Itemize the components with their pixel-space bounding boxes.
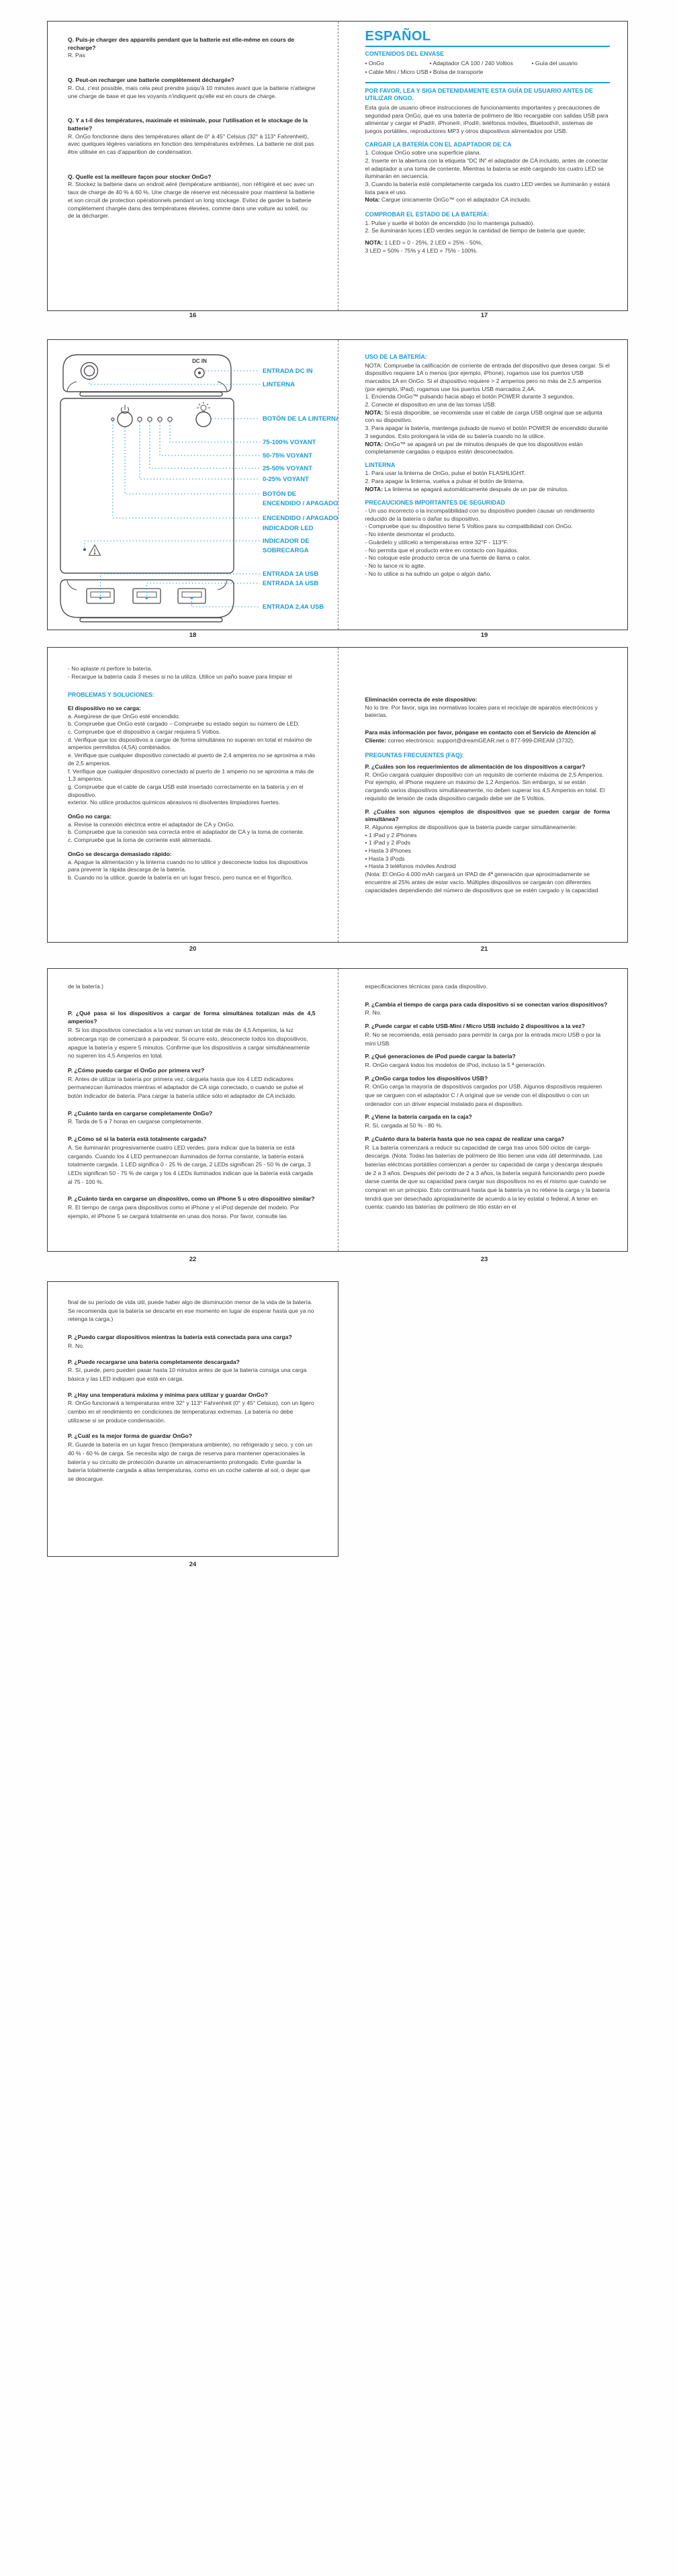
list-item: c. Compruebe que la toma de corriente esté alimentada. (68, 836, 212, 844)
page-20 (48, 648, 338, 942)
diagram-label-overload: SOBRECARGA (263, 547, 309, 554)
qa-block (68, 1009, 316, 1060)
diagram-label-led-25: 25-50% VOYANT (263, 465, 313, 472)
contact-info (365, 729, 611, 744)
section-heading: PRECAUCIONES IMPORTANTES DE SEGURIDAD (365, 499, 505, 506)
section-heading: PROBLEMAS Y SOLUCIONES: (68, 691, 154, 699)
qa-block (68, 1358, 317, 1383)
page-number: 21 (480, 945, 488, 953)
list-item: b. Compruebe que OnGo esté cargado – Compruebe su estado según su número de LED. (68, 720, 300, 728)
paragraph: final de su período de vida útil, puede haber algo de disminución menor de la vida de la batería. Se recomienda que la batería se descarte en ese momento en lugar de esperar hasta que ya no retenga la carga.) (68, 1299, 314, 1323)
question: Q. Puis-je charger des appareils pendant que la batterie est elle-même en cours de recharge? (68, 36, 295, 51)
diagram-label-led-0: 0-25% VOYANT (263, 476, 309, 483)
note-text: 3 LED = 50% - 75% y 4 LED = 75% - 100%. (365, 247, 478, 254)
step: 2. Se iluminarán luces LED verdes según la cantidad de tiempo de batería que quede; (365, 227, 586, 234)
diagram-label-power-button: ENCENDIDO / APAGADO (263, 500, 338, 507)
page-number: 17 (480, 312, 488, 319)
list-item: • Hasta 3 iPhones (365, 847, 411, 855)
paragraph: de la batería.) (68, 983, 104, 990)
blue-rule (365, 82, 611, 83)
list-item: e. Verifique que cualquier dispositivo conectado al puerto de 2,4 amperios no se aproxima a más de 2,5 amperios. (68, 752, 316, 767)
note-text: 1 LED = 0 - 25%, 2 LED = 25% - 50%, (384, 239, 483, 247)
list-item: c. Compruebe que el dispositivo a cargar requiera 5 Voltios. (68, 728, 221, 736)
list-item: • Hasta 3 iPods (365, 855, 405, 862)
answer: R. Oui, c'est possible, mais cela peut prendre jusqu'à 10 minutes avant que la batterie n'atteigne une charge de base et que les voyants n'indiquent qu'elle est en cours de charge. (68, 84, 316, 99)
diagram-label-power-led: INDICADOR LED (263, 525, 314, 532)
contact-text: correo electrónico: support@dreamGEAR.net o 877-999-DREAM (3732). (388, 736, 575, 744)
overload-led (83, 548, 86, 551)
step: 2. Conecte el dispositivo en una de las tomas USB. (365, 401, 496, 409)
question: P. ¿Cuáles son los requerimientos de alimentación de los dispositivos a cargar? (365, 763, 586, 771)
list-item: - No permita que el producto entre en contacto con líquidos. (365, 546, 518, 554)
section (365, 696, 611, 720)
question: P. ¿Hay una temperatura máxima y mínima para utilizar y guardar OnGo? (68, 1391, 268, 1398)
device-diagram (60, 352, 341, 625)
note-label: NOTA: (365, 485, 383, 492)
page-19 (338, 340, 628, 630)
question: P. ¿Cómo sé si la batería está totalmente cargada? (68, 1135, 207, 1143)
diagram-label-overload: INDICADOR DE (263, 538, 310, 545)
question: P. ¿Puede recargarse una batería completamente descargada? (68, 1358, 240, 1365)
step: 3. Cuando la batería esté completamente cargada los cuatro LED verdes se iluminarán y estará lista para el uso. (365, 181, 610, 196)
section-heading: CONTENIDOS DEL ENVASE (365, 50, 445, 57)
diagram-label-led-75: 75-100% VOYANT (263, 439, 316, 446)
qa-block (365, 1000, 611, 1017)
battery-level-leds (138, 417, 172, 421)
list-item: b. Cuando no la utilice, guarde la batería en un lugar fresco, pero nunca en el frigorífico. (68, 873, 293, 881)
answer: R. Stockez la batterie dans un endroit aéré (température ambiante), non réfrigéré et sec avec un taux de charge de 40 % à 60 %. Une charge de réserve est nécessaire pour maintenir la batterie et son circuit de protection opérationnels pendant un long stockage. Evitez de garder la batterie complètement chargée dans des températures élevées, comme dans une voiture au soleil, ou de la décharger. (68, 181, 315, 220)
answer: R. OnGo carga la mayoría de dispositivos cargados por USB. Algunos dispositivos requieren que se carguen con el adaptador C / A original que se vende con el dispositivo o con un ordenador con un driver especial instalado para el dispositivo. (365, 1083, 602, 1107)
paragraph: Esta guía de usuario ofrece instrucciones de funcionamiento importantes y precauciones de seguridad para OnGo, que es una batería de polímero de litio recargable con salidas USB para alimentar y cargar el iPad®, iPhone®, iPod®, teléfonos móviles, Bluetooth®, sistemas de juegos portátiles, reproductores MP3 y otros dispositivos alimentados por USB. (365, 103, 608, 135)
qa-block (68, 1066, 316, 1101)
page-number: 16 (189, 312, 197, 319)
answer: R. OnGo cargará cualquier dispositivo con un requisito de corriente máxima de 2,5 Amperios. Por ejemplo, el iPhone requiere un máximo de 1,2 Amperios. Sin embargo, si se están cargando varios dispositivos simultáneamente, no deben superar los 4,5 Amperios en total. El requisito de tensión de cada dispositivo cargado debe ser de 5 Voltios. (365, 771, 605, 802)
note (365, 409, 611, 425)
qa-block (365, 1113, 611, 1129)
list-item: f. Verifique que cualquier dispositivo conectado al puerto de 1 amperio no se aproxima a más de 1,3 amperios. (68, 767, 314, 783)
qa-block (365, 1074, 611, 1109)
list-item: g. Compruebe que el cable de carga USB esté insertado correctamente en la batería y en el dispositivo. (68, 783, 304, 798)
spread-22-23 (47, 968, 628, 1252)
list-item: - No aplaste ni perfore la batería. (68, 665, 152, 672)
note-text: Cargue únicamente OnGo™ con el adaptador CA incluido. (381, 196, 531, 204)
step: 1. Para usar la linterna de OnGo, pulse el botón FLASHLIGHT. (365, 470, 526, 477)
warning-triangle-icon (89, 545, 101, 556)
step: 1. Coloque OnGo sobre una superficie plana. (365, 149, 481, 157)
dc-in-port-label: DC IN (192, 358, 207, 364)
qa-block (68, 173, 316, 220)
note (365, 486, 611, 494)
qa-block (365, 1135, 611, 1211)
answer: R. Sí, cargada al 50 % - 80 %. (365, 1122, 443, 1129)
note-label: Nota: (365, 196, 380, 204)
note (365, 441, 611, 456)
diagram-label-usb2: ENTRADA 1A USB (263, 580, 319, 587)
spread-16-17 (47, 21, 628, 311)
contact-label: Para más información por favor, póngase en contacto con el Servicio de Atención al Cliente: (365, 729, 596, 744)
contents-row (365, 69, 611, 77)
page-number: 20 (189, 945, 197, 953)
note-text: Si está disponible, se recomienda usar el cable de carga USB original que se adjunta con su dispositivo. (365, 409, 602, 424)
list-item: a. Revise la conexión eléctrica entre el adaptador de CA y OnGo. (68, 820, 235, 828)
diagram-label-usb24: ENTRADA 2,4A USB (263, 603, 324, 611)
qa-block (68, 1135, 316, 1186)
page-16 (48, 22, 338, 310)
diagram-label-power-led: ENCENDIDO / APAGADO (263, 515, 338, 522)
note (365, 239, 611, 247)
section-heading: PREGUNTAS FRECUENTES (FAQ): (365, 751, 464, 759)
page-21 (338, 648, 628, 942)
answer: R. OnGo fonctionne dans des températures allant de 0° à 45° Celsius (32° à 113° Fahrenheit), avec quelques légères variations en fonction des températures extrêmes. La batterie ne doit pas être utilisée en cas d'apparition de condensation. (68, 132, 314, 156)
question: P. ¿Cómo puedo cargar el OnGo por primera vez? (68, 1066, 205, 1074)
note-label: NOTA: (365, 440, 383, 447)
list-item: d. Verifique que los dispositivos a cargar de forma simultánea no superan en total el máximo de amperios permitidos (4,5A) combinados. (68, 736, 312, 751)
step: 1. Encienda OnGo™ pulsando hacia abajo el botón POWER durante 3 segundos. (365, 393, 574, 400)
contents-item: • Cable Mini / Micro USB (365, 69, 428, 76)
page-number: 18 (189, 632, 197, 639)
paragraph: No lo tire. Por favor, siga las normativas locales para el reciclaje de aparatos electrónicos y baterías. (365, 703, 598, 719)
section-heading: COMPROBAR EL ESTADO DE LA BATERÍA: (365, 211, 490, 218)
list-item: • 1 iPad y 2 iPods (365, 839, 410, 847)
question: P. ¿Puedo cargar dispositivos mientras la batería está conectada para una carga? (68, 1334, 292, 1341)
answer: R. Guarde la batería en un lugar fresco (temperatura ambiente), no refrigerado y seco, y con un 40 % - 60 % de carga. Se necesita algo de carga de reserva para mantener operacionales la batería y su circuito de protección durante un almacenamiento prolongado. Evite guardar la batería totalmente cargada a altas temperaturas, como en un coche caliente al sol, o dejar que se descargue. (68, 1441, 312, 1482)
page-title: ESPAÑOL (365, 29, 431, 44)
question: P. ¿Viene la batería cargada en la caja? (365, 1113, 472, 1121)
question: P. ¿Cambia el tiempo de carga para cada dispositivo si se conectan varios dispositivos? (365, 1000, 608, 1008)
qa-block (68, 1333, 317, 1350)
contents-item: • Guía del usuario (531, 59, 578, 67)
page-22 (48, 969, 338, 1251)
section-heading: LINTERNA (365, 461, 396, 468)
step: 3. Para apagar la batería, mantenga pulsado de nuevo el botón POWER de encendido durante 3 segundos. Esto prolongará la vida de su batería cuando no la utilice. (365, 425, 608, 439)
list-item: b. Compruebe que la conexión sea correcta entre el adaptador de CA y la toma de corriente. (68, 828, 305, 836)
question: P. ¿Cuánto tarda en cargarse un dispositivo, como un iPhone 5 u otro dispositivo similar? (68, 1195, 315, 1203)
qa-block (68, 1109, 316, 1126)
question: Q. Y a t-il des températures, maximale et minimale, pour l'utilisation et le stockage de la batterie? (68, 117, 308, 132)
question: P. ¿Qué pasa si los dispositivos a cargar de forma simultánea totalizan más de 4,5 amperios? (68, 1009, 316, 1025)
qa-block (68, 77, 316, 100)
list-item: - No lo lance ni lo agite. (365, 562, 426, 569)
sub-heading: OnGo no carga: (68, 813, 111, 820)
list-item: - Compruebe que su dispositivo tiene 5 Voltios para su compatibilidad con OnGo. (365, 523, 573, 530)
page-18 (48, 340, 341, 630)
sub-heading: El dispositivo no se carga: (68, 704, 141, 712)
question: P. ¿Cuál es la mejor forma de guardar OnGo? (68, 1432, 193, 1440)
list-item: a. Apague la alimentación y la linterna cuando no lo utilice y desconecte todos los dispositivos para prevenir la rápida descarga de la batería. (68, 858, 308, 873)
power-button (118, 412, 132, 427)
answer: R. Si los dispositivos conectados a la vez suman un total de más de 4,5 Amperios, la luz sobrecarga rojo de comenzará a parpadear. Si ocurre esto, desconecte todos los dispositivos, apague la batería y espere 5 minutos. Confirme que los dispositivos a cargar simultáneamente no superen los 4,5 Amperios en total. (68, 1027, 310, 1060)
section-heading: CARGAR LA BATERÍA CON EL ADAPTADOR DE CA (365, 140, 512, 148)
contents-item: • Adaptador CA 100 / 240 Voltios (429, 59, 513, 67)
note: (Nota: El OnGo 4.000 mAh cargará un IPAD de 4ª generación que aproximadamente se encuentre al 25% antes de estar vacío. Múltiples dispositivos se cargarán con diferentes capacidades dependiendo del número de dispositivos que se estén cargado y la capacidad (365, 871, 598, 894)
answer: R. OnGo funcionará a temperaturas entre 32° y 113° Fahrenheit (0° y 45° Celsius), con un ligero cambio en el rendimiento en condiciones de temperaturas extremas. La batería no debe utilizarse si se produce condensación. (68, 1400, 314, 1424)
flashlight-lens-icon (81, 363, 98, 380)
answer: R. Tarda de 5 a 7 horas en cargarse completamente. (68, 1118, 203, 1125)
list-item: - No intente desmontar el producto. (365, 531, 456, 538)
page-number: 22 (189, 1256, 197, 1263)
note-label: NOTA: (365, 239, 383, 247)
usb-ports (87, 589, 206, 603)
step: 1. Pulse y suelte el botón de encendido (no lo mantenga pulsado). (365, 219, 535, 226)
answer: R. No. (365, 1009, 381, 1017)
list-item: a. Asegúrese de que OnGo esté encendido. (68, 712, 181, 720)
qa-block (68, 36, 316, 60)
answer: R. Algunos ejemplos de dispositivos que la batería puede cargar simultáneamente: (365, 823, 577, 830)
question: P. ¿Cuánto dura la batería hasta que no sea capaz de realizar una carga? (365, 1135, 565, 1142)
leader-dots (99, 597, 193, 599)
note-text: OnGo™ se apagará un par de minutos después de que los dispositivos están completamente cargadas o equipos están desconectados. (365, 440, 583, 456)
paragraph: especificaciones técnicas para cada dispositivo. (365, 983, 488, 990)
qa-block (68, 1391, 317, 1425)
page-17 (338, 22, 628, 310)
contents-item: • OnGo (365, 59, 384, 67)
list-item: • 1 iPad y 2 iPhones (365, 831, 417, 839)
note (365, 196, 611, 204)
page-24 (48, 1282, 338, 1556)
step: 2. Inserte en la abertura con la etiqueta “DC IN” el adaptador de CA incluido, antes de conectar el adaptador a una toma de corriente. Mientras la batería se esté cargando los cuatro LED se iluminarán en secuencia. (365, 157, 608, 180)
spread-20-21 (47, 647, 628, 943)
list-item: - No lo utilice si ha sufrido un golpe o algún daño. (365, 570, 492, 577)
blue-rule (365, 46, 611, 47)
page-number: 24 (189, 1561, 197, 1568)
note-text: La linterna se apagará automáticamente después de un par de minutos. (384, 485, 569, 492)
answer: R. Antes de utilizar la batería por primera vez, cárguela hasta que los 4 LED indicadores permanezcan iluminados mientras el adaptador de CA siga conectado, o cuando se pulse el botón indicador de batería. Para cargar la batería utilice sólo el adaptador de CA incluido. (68, 1075, 304, 1100)
step: 2. Para apagar la linterna, vuelva a pulsar el botón de linterna. (365, 478, 525, 485)
flashlight-button (196, 412, 211, 427)
answer: R. OnGo cargará todos los modelos de iPod, incluso la 5 ª generación. (365, 1061, 546, 1068)
list-item: exterior. No utilice productos químicos abrasivos ni disolventes limpiadores fuertes. (68, 799, 281, 806)
contents-item: • Bolsa de transporte (429, 69, 484, 76)
page-23 (338, 969, 628, 1251)
answer: R. Sí, puede, pero pueden pasar hasta 10 minutos antes de que la batería consiga una carga básica y las LED indiquen que está en carga. (68, 1367, 307, 1382)
qa-block (68, 117, 316, 157)
answer: R. No. (68, 1342, 85, 1349)
question: P. ¿OnGo carga todos los dispositivos USB? (365, 1074, 488, 1082)
answer: A. Se iluminarán progresivamente cuatro LED verdes, para indicar que la batería se está cargando. Cuando los 4 LED permanezcan iluminados de forma constante, la batería estará totalmente cargada. 1 LED significa 0 - 25 % de carga, 2 LEDs significan 25 - 50 % de carga, 3 LEDs significan 50 - 75 % de carga y los 4 LEDs iluminados indican que la batería está cargada al 75 - 100 %. (68, 1144, 313, 1185)
paragraph: NOTA: Compruebe la calificación de corriente de entrada del dispositivo que desea cargar. Si el dispositivo requiere 1A o menos (por ejemplo, iPhone), rogamos use los puertos USB marcados 1A en OnGo. Si el dispositivo requiere > 2 amperios pero no más de 2,5 amperios (por ejemplo, iPad), rogamos use los puertos USB marcados 2,4A. (365, 361, 610, 392)
note-label: NOTA: (365, 409, 383, 416)
device-body (60, 398, 234, 573)
page-24-box (47, 1281, 338, 1557)
qa-block (68, 1432, 317, 1483)
section-heading: POR FAVOR, LEA Y SIGA DETENIDAMENTE ESTA GUÍA DE USUARIO ANTES DE UTILIZAR ONGO. (365, 87, 593, 102)
answer: R. El tiempo de carga para dispositivos como el iPhone y el iPod depende del modelo. Por ejemplo, el iPhone 5 se cargará totalmente en unas dos horas. Por favor, consulte las (68, 1204, 300, 1219)
qa-block (365, 1052, 611, 1069)
contents-row (365, 60, 611, 68)
answer: R. Pas (68, 52, 85, 59)
question: P. ¿Puede cargar el cable USB-Mini / Micro USB incluido 2 dispositivos a la vez? (365, 1023, 585, 1030)
sub-heading: OnGo se descarga demasiado rápido: (68, 850, 172, 857)
question: P. ¿Qué generaciones de iPod puede cargar la batería? (365, 1053, 516, 1060)
power-indicator-led (111, 418, 114, 421)
flashlight-bulb-icon (197, 402, 210, 412)
diagram-label-led-50: 50-75% VOYANT (263, 452, 313, 460)
page-number: 19 (480, 632, 488, 639)
qa-block (365, 1022, 611, 1047)
qa-block (68, 1195, 316, 1220)
page-number: 23 (480, 1256, 488, 1263)
section-heading: USO DE LA BATERÍA: (365, 353, 427, 360)
list-item: - Guárdelo y utilícelo a temperaturas entre 32°F - 113°F. (365, 538, 508, 546)
spread-18-19 (47, 339, 628, 630)
sub-heading: Eliminación correcta de este dispositivo: (365, 696, 478, 703)
list-item: - Un uso incorrecto o la incompatibilidad con su dispositivo pueden causar un rendimiento reducido de la batería o dañar su dispositivo. (365, 507, 595, 522)
question: P. ¿Cuáles son algunos ejemplos de dispositivos que se pueden cargar de forma simultánea? (365, 808, 610, 823)
question: Q. Quelle est la meilleure façon pour stocker OnGo? (68, 173, 212, 180)
diagram-label-flashlight-button: BOTÓN DE LA LINTERNA (263, 415, 341, 423)
answer: R. La batería comenzará a reducir su capacidad de carga tras unos 500 ciclos de carga-descarga. (Nota: Todas las baterías de polímero de litio tienen una vida útil determinada. Las baterías eléctricas portátiles comienzan a perder su capacidad de carga y descarga después de 2 a 3 años. Después del período de 2 a 3 años, la batería seguirá funcionando pero puede darse cuenta de que su capacidad para cargar sus dispositivos no es el mismo que cuando se compran en un principio. Esto continuará hasta que la batería ya no retiene la carga y la batería tendrá que ser desechado apropiadamente de acuerdo a la ley estatal o federal. A tener en cuenta: cuando las baterías de polímero de litio están en el (365, 1144, 611, 1211)
list-item: • Hasta 3 teléfonos móviles Android (365, 863, 456, 870)
list-item: - No coloque este producto cerca de una fuente de llama o calor. (365, 554, 531, 562)
diagram-label-usb1: ENTRADA 1A USB (263, 570, 319, 578)
diagram-label-dc-in: ENTRADA DC IN (263, 368, 313, 375)
diagram-label-power-button: BOTÓN DE (263, 490, 297, 498)
list-item: - Recargue la batería cada 3 meses si no la utiliza. Utilice un paño suave para limpiar el (68, 673, 292, 680)
question: Q. Peut-on recharger une batterie complètement déchargée? (68, 77, 234, 84)
diagram-label-flashlight: LINTERNA (263, 381, 296, 388)
answer: R. No se recomienda, está pensado para permitir la carga por la entrada micro USB o por la mini USB. (365, 1031, 601, 1047)
question: P. ¿Cuánto tarda en cargarse completamente OnGo? (68, 1109, 213, 1117)
